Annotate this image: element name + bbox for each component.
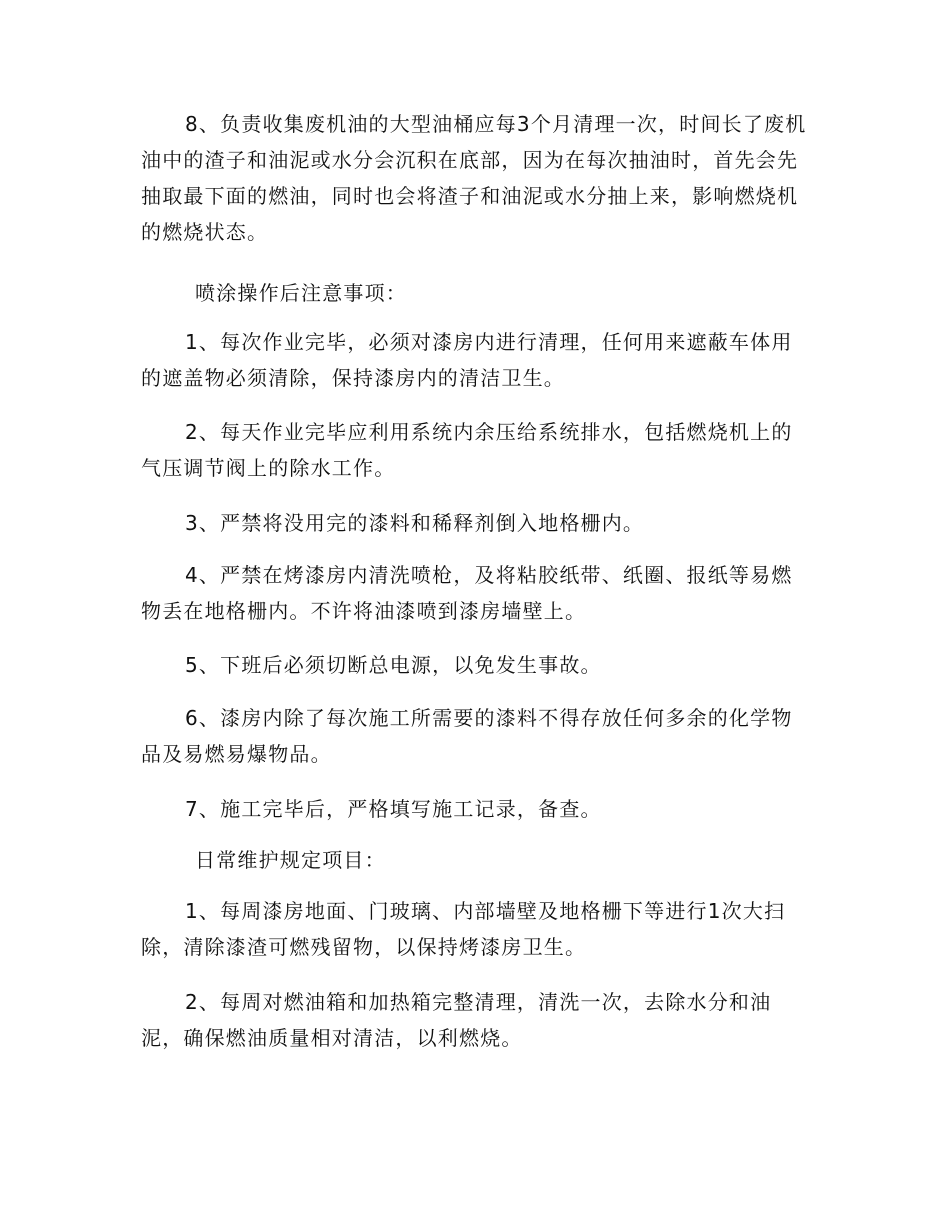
- paragraph-after-spraying-7: 7、施工完毕后，严格填写施工记录，备查。: [185, 797, 602, 821]
- paragraph-after-spraying-5: 5、下班后必须切断总电源，以免发生事故。: [185, 653, 602, 677]
- paragraph-after-spraying-6: 6、漆房内除了每次施工所需要的漆料不得存放任何多余的化学物品及易燃易爆物品。: [141, 706, 793, 766]
- paragraph-after-spraying-3: 3、严禁将没用完的漆料和稀释剂倒入地格栅内。: [185, 511, 645, 535]
- paragraph-after-spraying-2: 2、每天作业完毕应利用系统内余压给系统排水，包括燃烧机上的气压调节阀上的除水工作。: [141, 420, 793, 480]
- section-heading-after-spraying: 喷涂操作后注意事项：: [195, 281, 407, 305]
- paragraph-maintenance-2: 2、每周对燃油箱和加热箱完整清理，清洗一次，去除水分和油泥，确保燃油质量相对清洁，以利燃烧。: [141, 990, 772, 1050]
- paragraph-maintenance-1: 1、每周漆房地面、门玻璃、内部墙壁及地格栅下等进行1次大扫除，清除漆渣可燃残留物，以保持烤漆房卫生。: [141, 899, 786, 959]
- paragraph-waste-oil-barrel: 8、负责收集废机油的大型油桶应每3个月清理一次，时间长了废机油中的渣子和油泥或水分会沉积在底部，因为在每次抽油时，首先会先抽取最下面的燃油，同时也会将渣子和油泥或水分抽上来，影响燃烧机的燃烧状态。: [141, 112, 807, 244]
- paragraph-after-spraying-1: 1、每次作业完毕，必须对漆房内进行清理，任何用来遮蔽车体用的遮盖物必须清除，保持漆房内的清洁卫生。: [141, 330, 793, 390]
- paragraph-after-spraying-4: 4、严禁在烤漆房内清洗喷枪，及将粘胶纸带、纸圈、报纸等易燃物丢在地格栅内。不许将油漆喷到漆房墙壁上。: [141, 563, 793, 623]
- section-heading-daily-maintenance: 日常维护规定项目：: [195, 848, 386, 872]
